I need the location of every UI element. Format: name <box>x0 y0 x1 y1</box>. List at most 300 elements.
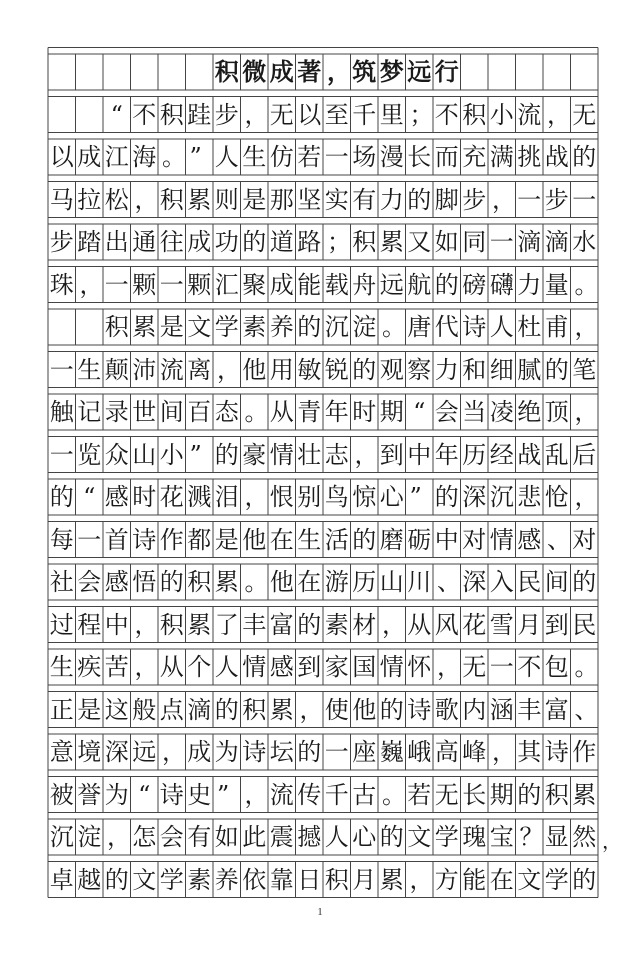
body-char: 过 <box>49 610 74 639</box>
body-char: 生 <box>242 143 267 171</box>
body-char: 显 <box>544 823 569 851</box>
body-char: 无 <box>462 653 487 681</box>
body-char: 杜 <box>517 313 542 341</box>
body-char: 的 <box>297 610 322 639</box>
body-char: 撼 <box>297 823 322 851</box>
body-char: 累 <box>379 865 404 894</box>
body-char: 中 <box>104 610 129 639</box>
body-char: 深 <box>104 738 129 766</box>
body-char: ， <box>492 185 516 214</box>
body-char: ， <box>244 780 269 809</box>
body-char: 在 <box>489 865 514 894</box>
body-char: 丰 <box>242 610 267 639</box>
body-char: 。 <box>382 780 406 809</box>
body-char: 能 <box>462 865 487 894</box>
body-char: 成 <box>187 738 212 766</box>
body-char: 如 <box>434 228 459 256</box>
title-char: 成 <box>269 57 294 86</box>
body-char: 代 <box>434 313 459 341</box>
body-char: ； <box>327 228 351 256</box>
body-char: 力 <box>517 270 542 299</box>
body-char: 锐 <box>324 355 349 384</box>
body-char: 是 <box>242 185 267 214</box>
body-char: 砺 <box>407 525 432 554</box>
body-char: 其 <box>517 738 542 766</box>
body-char: 会 <box>159 823 184 851</box>
body-char: 、 <box>437 568 461 596</box>
body-char: 力 <box>379 185 404 214</box>
body-char: 经 <box>489 440 514 469</box>
body-char: 别 <box>297 483 322 511</box>
body-char: 泪 <box>214 483 239 511</box>
body-char: 场 <box>352 143 377 171</box>
body-char: ” <box>409 483 422 511</box>
body-char: 瑰 <box>462 823 487 851</box>
body-char: 涵 <box>489 695 514 724</box>
body-char: 跬 <box>187 100 212 129</box>
body-char: ” <box>189 440 202 469</box>
body-char: 对 <box>572 525 597 554</box>
body-char: 学 <box>434 823 459 851</box>
body-char: ， <box>244 100 269 129</box>
body-char: 作 <box>159 525 184 554</box>
body-char: 出 <box>104 228 129 256</box>
body-char: 长 <box>407 143 432 171</box>
body-char: 情 <box>489 525 514 554</box>
body-char: 志 <box>324 440 349 469</box>
body-char: 世 <box>132 398 157 426</box>
body-char: 此 <box>242 823 267 851</box>
body-char: 步 <box>49 228 74 256</box>
body-char: 的 <box>159 568 184 596</box>
body-char: 从 <box>269 398 294 426</box>
body-char: 民 <box>517 568 542 596</box>
body-char: “ <box>83 483 96 511</box>
body-char: ， <box>437 653 461 681</box>
body-char: 诗 <box>544 738 569 766</box>
body-char: 的 <box>214 440 239 469</box>
body-char: 积 <box>324 865 349 894</box>
body-char: 的 <box>49 483 74 511</box>
body-char: 正 <box>49 695 74 724</box>
body-char: 磅 <box>462 270 487 299</box>
body-char: 沉 <box>49 823 74 851</box>
body-char: 人 <box>214 653 239 681</box>
body-char: 积 <box>159 185 184 214</box>
body-char: 诗 <box>407 695 432 724</box>
body-char: 是 <box>77 695 102 724</box>
body-char: 史 <box>187 780 212 809</box>
body-char: 月 <box>517 610 542 639</box>
body-char: 从 <box>159 653 184 681</box>
body-char: 能 <box>297 270 322 299</box>
body-char: 是 <box>214 525 239 554</box>
body-char: 方 <box>434 865 459 894</box>
body-char: 以 <box>49 143 74 171</box>
body-char: 个 <box>187 653 212 681</box>
body-char: 对 <box>462 525 487 554</box>
body-char: 沛 <box>132 355 157 384</box>
body-char: 马 <box>49 185 74 214</box>
body-char: 高 <box>434 738 459 766</box>
body-char: 为 <box>214 738 239 766</box>
body-char: 从 <box>407 610 432 639</box>
body-char: 震 <box>269 823 294 851</box>
body-char: 量 <box>544 270 569 299</box>
body-char: 的 <box>104 865 129 894</box>
body-char: 战 <box>544 143 569 171</box>
body-char: 社 <box>49 568 74 596</box>
body-char: 他 <box>352 695 377 724</box>
body-char: 累 <box>214 568 239 596</box>
body-char: 会 <box>77 568 102 596</box>
body-char: 腻 <box>517 355 542 384</box>
body-char: 诗 <box>242 738 267 766</box>
title-char: 微 <box>242 57 267 86</box>
body-char: “ <box>413 398 426 426</box>
body-char: ， <box>244 483 269 511</box>
body-char: 舟 <box>352 270 377 299</box>
body-char: 细 <box>489 355 514 384</box>
body-char: 越 <box>77 865 102 894</box>
body-char: 无 <box>269 100 294 129</box>
body-char: 览 <box>77 440 102 469</box>
body-char: 凌 <box>489 398 514 426</box>
body-char: 惊 <box>352 483 377 511</box>
body-char: 壮 <box>297 440 322 469</box>
body-char: 千 <box>352 100 377 129</box>
body-char: 当 <box>462 398 487 426</box>
body-char: 有 <box>187 823 212 851</box>
body-char: 花 <box>159 483 184 511</box>
body-char: “ <box>138 780 151 809</box>
body-char: 海 <box>132 143 157 171</box>
body-char: ， <box>354 440 379 469</box>
body-char: 。 <box>574 270 599 299</box>
body-char: 乱 <box>544 440 569 469</box>
body-char: 宝 <box>489 823 514 851</box>
body-char: 素 <box>242 313 267 341</box>
body-char: 观 <box>379 355 404 384</box>
body-char: ； <box>409 100 434 129</box>
body-char: 航 <box>407 270 432 299</box>
body-char: 雪 <box>489 610 514 639</box>
body-char: 到 <box>297 653 322 681</box>
body-char: 意 <box>49 738 74 766</box>
body-char: 民 <box>572 610 597 639</box>
body-char: 包 <box>544 653 569 681</box>
body-char: 间 <box>159 398 184 426</box>
body-char: 期 <box>489 780 514 809</box>
body-char: 山 <box>379 568 404 596</box>
body-char: 又 <box>407 228 432 256</box>
body-char: 依 <box>242 865 267 894</box>
body-char: 养 <box>269 313 294 341</box>
body-char: 青 <box>297 398 322 426</box>
body-char: 学 <box>544 865 569 894</box>
body-char: 唐 <box>407 313 432 341</box>
body-char: 座 <box>352 738 377 766</box>
body-char: 时 <box>132 483 157 511</box>
body-char: 如 <box>214 823 239 851</box>
body-char: 家 <box>324 653 349 681</box>
body-char: 一 <box>77 525 102 554</box>
body-char: 作 <box>572 738 597 766</box>
body-char: 步 <box>544 185 569 214</box>
body-char: 悟 <box>132 568 157 596</box>
body-char: 敏 <box>297 355 322 384</box>
body-char: 为 <box>104 780 129 809</box>
body-char: 不 <box>517 653 542 681</box>
body-char: 坚 <box>297 185 322 214</box>
body-char: 悲 <box>517 483 542 511</box>
body-char: 力 <box>434 355 459 384</box>
body-char: 文 <box>187 313 212 341</box>
body-char: 溅 <box>187 483 212 511</box>
body-char: 苦 <box>104 653 129 681</box>
body-char: 一 <box>572 185 597 214</box>
body-char: 情 <box>379 653 404 681</box>
body-char: 积 <box>187 568 212 596</box>
body-char: 般 <box>132 695 157 724</box>
body-char: 挑 <box>517 143 542 171</box>
body-char: 而 <box>434 143 459 171</box>
body-char: 颗 <box>132 270 157 299</box>
body-char: 的 <box>434 483 459 511</box>
body-char: 中 <box>407 440 432 469</box>
body-char: 誉 <box>77 780 102 809</box>
body-char: 历 <box>352 568 377 596</box>
body-char: 他 <box>269 568 294 596</box>
body-char: 态 <box>214 398 239 426</box>
body-char: 沉 <box>324 313 349 341</box>
body-char: 积 <box>352 228 377 256</box>
body-char: 文 <box>517 865 542 894</box>
body-char: 的 <box>434 270 459 299</box>
body-char: 甫 <box>544 313 569 341</box>
body-char: 一 <box>324 738 349 766</box>
body-char: 峰 <box>462 738 487 766</box>
body-char: 颗 <box>187 270 212 299</box>
body-char: 滴 <box>517 228 542 256</box>
body-char: 风 <box>434 610 459 639</box>
body-char: 感 <box>517 525 542 554</box>
body-char: 脚 <box>434 185 459 214</box>
body-char: 是 <box>159 313 184 341</box>
body-char: 、 <box>547 525 571 554</box>
title-char: 远 <box>407 57 432 86</box>
body-char: ， <box>134 610 159 639</box>
body-char: 丰 <box>517 695 542 724</box>
body-char: ， <box>382 610 406 639</box>
body-char: 首 <box>104 525 129 554</box>
body-char: 累 <box>379 228 404 256</box>
body-char: 功 <box>214 228 239 256</box>
body-char: 的 <box>379 823 404 851</box>
body-char: 累 <box>187 610 212 639</box>
body-char: 巍 <box>379 738 404 766</box>
body-char: 的 <box>352 525 377 554</box>
body-char: 富 <box>269 610 294 639</box>
body-char: 他 <box>242 355 267 384</box>
body-char: 载 <box>324 270 349 299</box>
body-char: 磨 <box>379 525 404 554</box>
body-char: 无 <box>434 780 459 809</box>
body-char: 的 <box>544 355 569 384</box>
page-number: 1 <box>317 906 323 918</box>
body-char: 年 <box>434 440 459 469</box>
body-char: ， <box>79 270 104 299</box>
body-char: 的 <box>517 780 542 809</box>
body-char: 日 <box>297 865 322 894</box>
body-char: 用 <box>269 355 294 384</box>
body-char: 一 <box>49 355 74 384</box>
body-char: 。 <box>382 313 406 341</box>
body-char: 感 <box>104 568 129 596</box>
body-char: 的 <box>214 695 239 724</box>
body-char: 仿 <box>269 143 294 171</box>
body-char: 。 <box>244 568 269 596</box>
body-char: 那 <box>269 185 294 214</box>
body-char: 充 <box>462 143 487 171</box>
body-char: 在 <box>297 568 322 596</box>
body-char: 顶 <box>544 398 569 426</box>
body-char: ， <box>574 483 599 511</box>
body-char: 文 <box>132 865 157 894</box>
body-char: 年 <box>324 398 349 426</box>
body-char: 步 <box>214 100 239 129</box>
body-char: 滴 <box>544 228 569 256</box>
body-char: 间 <box>544 568 569 596</box>
body-char: 到 <box>379 440 404 469</box>
body-char: 诗 <box>132 525 157 554</box>
body-char: 百 <box>187 398 212 426</box>
body-char: 无 <box>572 100 597 129</box>
body-char: 颠 <box>104 355 129 384</box>
body-char: ？ <box>519 823 544 851</box>
body-char: 成 <box>187 228 212 256</box>
body-char: ， <box>134 185 159 214</box>
body-char: 材 <box>352 610 377 639</box>
body-char: 深 <box>462 568 487 596</box>
body-char: 素 <box>187 865 212 894</box>
body-char: 学 <box>214 313 239 341</box>
body-char: 。 <box>574 653 599 681</box>
body-char: 一 <box>324 143 349 171</box>
body-char: 人 <box>324 823 349 851</box>
body-char: 流 <box>159 355 184 384</box>
body-char: 心 <box>379 483 404 511</box>
body-char: 满 <box>489 143 514 171</box>
body-char: 鸟 <box>324 483 349 511</box>
body-char: 这 <box>104 695 129 724</box>
body-char: 生 <box>77 355 102 384</box>
body-char: 富 <box>544 695 569 724</box>
body-char: 怀 <box>407 653 432 681</box>
body-char: 然 <box>572 823 597 851</box>
body-char: 的 <box>242 228 267 256</box>
body-char: 不 <box>132 100 157 129</box>
body-char: 被 <box>49 780 74 809</box>
body-char: 长 <box>462 780 487 809</box>
body-char: 怆 <box>544 483 569 511</box>
body-char: 远 <box>379 270 404 299</box>
body-char: 累 <box>572 780 597 809</box>
body-char: 的 <box>572 143 597 171</box>
body-char: 的 <box>572 568 597 596</box>
body-char: 同 <box>462 228 487 256</box>
body-char: 通 <box>132 228 157 256</box>
body-char: ， <box>547 100 571 129</box>
body-char: 的 <box>297 738 322 766</box>
body-char: 离 <box>187 355 212 384</box>
body-char: 。 <box>162 143 186 171</box>
body-char: 期 <box>379 398 404 426</box>
body-char: 踏 <box>77 228 102 256</box>
body-char: 江 <box>104 143 129 171</box>
title-char: ， <box>327 57 351 86</box>
body-char: 流 <box>517 100 542 129</box>
body-char: 一 <box>489 653 514 681</box>
body-char: 怎 <box>132 823 157 851</box>
body-char: 淀 <box>77 823 102 851</box>
body-char: 使 <box>324 695 349 724</box>
body-char: 入 <box>489 568 514 596</box>
body-char: 境 <box>77 738 102 766</box>
body-char: 小 <box>159 440 184 469</box>
body-char: 情 <box>242 653 267 681</box>
body-char: ” <box>217 780 230 809</box>
body-char: 实 <box>324 185 349 214</box>
body-char: 他 <box>242 525 267 554</box>
body-char: 沉 <box>489 483 514 511</box>
body-char: 积 <box>242 695 267 724</box>
body-char: 绝 <box>517 398 542 426</box>
body-char: 坛 <box>269 738 294 766</box>
body-char: 都 <box>187 525 212 554</box>
body-char: 笔 <box>572 355 597 384</box>
body-char: 流 <box>269 780 294 809</box>
body-char: 文 <box>407 823 432 851</box>
title-char: 梦 <box>379 57 404 86</box>
body-char: “ <box>110 100 123 129</box>
body-char: 拉 <box>77 185 102 214</box>
body-char: 人 <box>214 143 239 171</box>
body-char: 淀 <box>352 313 377 341</box>
body-char: 感 <box>104 483 129 511</box>
body-char: 的 <box>407 185 432 214</box>
body-char: 聚 <box>242 270 267 299</box>
body-char: 礴 <box>489 270 514 299</box>
body-char: 的 <box>379 695 404 724</box>
body-char: 一 <box>489 228 514 256</box>
body-char: ， <box>134 653 159 681</box>
body-char: 则 <box>214 185 239 214</box>
body-char: 松 <box>104 185 129 214</box>
body-char: 。 <box>244 398 269 426</box>
body-char: 花 <box>462 610 487 639</box>
body-char: 察 <box>407 355 432 384</box>
body-char: ， <box>574 313 599 341</box>
body-char: 累 <box>132 313 157 341</box>
body-char: 成 <box>269 270 294 299</box>
body-char: 到 <box>544 610 569 639</box>
body-char: 川 <box>407 568 432 596</box>
body-char: 累 <box>269 695 294 724</box>
body-char: 内 <box>462 695 487 724</box>
body-char: 点 <box>159 695 184 724</box>
body-char: 歌 <box>434 695 459 724</box>
